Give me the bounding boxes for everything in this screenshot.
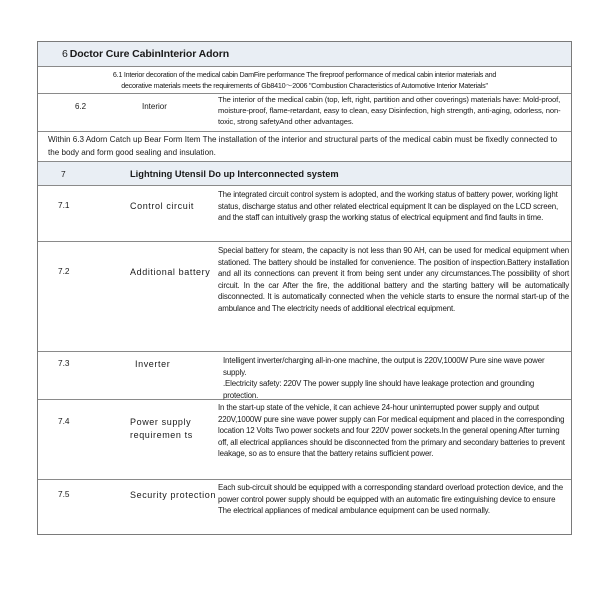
item-7-2-row xyxy=(38,241,571,351)
item-7-4-label: Power supply requiremen ts xyxy=(130,417,193,440)
item-6-2-description: The interior of the medical cabin (top, left, right, partition and other coverings) materials have: Mold-proof, moisture-proof, flame-retardant, easy to clean, easy Disinfection, high strength, anti-aging, odorless, non-toxic, strong safetyAnd other advantages. xyxy=(218,95,561,126)
item-6-3-row xyxy=(38,131,571,161)
item-7-1-row xyxy=(38,185,571,241)
item-7-3-description xyxy=(223,352,571,399)
item-7-1-number: 7.1 xyxy=(58,200,70,210)
item-6-2-label: Interior xyxy=(142,102,167,111)
item-7-4-row xyxy=(38,399,571,479)
item-6-1-row xyxy=(38,66,571,93)
item-7-4-description: In the start-up state of the vehicle, it can achieve 24-hour uninterrupted power supply and output 220V,1000W pure sine wave power supply can For medical equipment and placed in the corresponding location 12 Volts Two power sockets and four 220V power sockets.In the general opening After turning off, all electrical appliances should be disconnected from the primary and secondary batteries to prevent leakage, so as to ensure that the battery retains sufficient power. xyxy=(218,403,565,458)
item-7-5-row xyxy=(38,479,571,534)
item-7-4-number: 7.4 xyxy=(58,416,70,426)
item-7-2-number: 7.2 xyxy=(58,266,70,276)
item-7-5-label: Security protection xyxy=(130,490,216,500)
item-7-3-description-line2: .Electricity safety: 220V The power supply line should have leakage protection and grounding protection. xyxy=(223,379,535,400)
section-6-title-cell xyxy=(38,48,229,60)
section-7-title: Lightning Utensil Do up Interconnected system xyxy=(130,168,339,179)
section-7-number: 7 xyxy=(61,168,66,179)
item-6-2-row xyxy=(38,93,571,131)
item-7-2-description: Special battery for steam, the capacity is not less than 90 AH, can be used for medical equipment when stationed. The battery should be installed for convenience. The position of inspection.Battery installation and all its connections can prevent it from being sent under any circumstances.The possibility of short circuit. In the car After the fire, the additional battery and the starting battery will be automatically disconnected. It is automatically connected when the vehicle starts to ensure the normal start-up of the ambulance and The electricity needs of additional electrical equipment. xyxy=(218,246,569,313)
item-7-5-number: 7.5 xyxy=(58,489,70,499)
item-6-1-text xyxy=(38,67,571,93)
item-6-3-text: Within 6.3 Adorn Catch up Bear Form Item The installation of the interior and structural parts of the medical cabin must be fixedly connected to the body and form good sealing and insulation. xyxy=(48,135,558,157)
item-7-3-number: 7.3 xyxy=(58,358,70,368)
specification-table xyxy=(37,41,572,535)
item-6-1-line1: 6.1 Interior decoration of the medical cabin DamFire performance The fireproof performance of medical cabin interior materials and xyxy=(112,70,497,79)
item-7-1-description: The integrated circuit control system is adopted, and the working status of battery power, working light status, discharge status and other related electrical equipment It can be displayed on the LCD screen, and the staff can intuitively grasp the working status of electrical equipment and find faults in time. xyxy=(218,190,558,222)
item-7-3-label: Inverter xyxy=(135,359,171,369)
item-7-3-description-line1: Intelligent inverter/charging all-in-one machine, the output is 220V,1000W Pure sine wave power supply. xyxy=(223,356,545,377)
item-7-1-label: Control circuit xyxy=(130,201,195,211)
item-6-2-number: 6.2 xyxy=(75,102,87,111)
section-6-number: 6 xyxy=(62,48,68,60)
section-6-title: Doctor Cure CabinInterior Adorn xyxy=(69,48,230,60)
item-7-5-description: Each sub-circuit should be equipped with a corresponding standard overload protection device, and the power control power supply should be equipped with an automatic fire extinguishing device to ensure The electrical appliances of medical ambulance equipment can be used normally. xyxy=(218,483,563,515)
item-7-3-row xyxy=(38,351,571,399)
item-6-1-line2: decorative materials meets the requirements of Gb8410～2006 "Combustion Characteristics of Automotive Interior Materials" xyxy=(121,80,488,90)
section-7-header xyxy=(38,161,571,185)
item-7-2-label: Additional battery xyxy=(130,267,211,277)
section-6-header xyxy=(38,42,571,66)
